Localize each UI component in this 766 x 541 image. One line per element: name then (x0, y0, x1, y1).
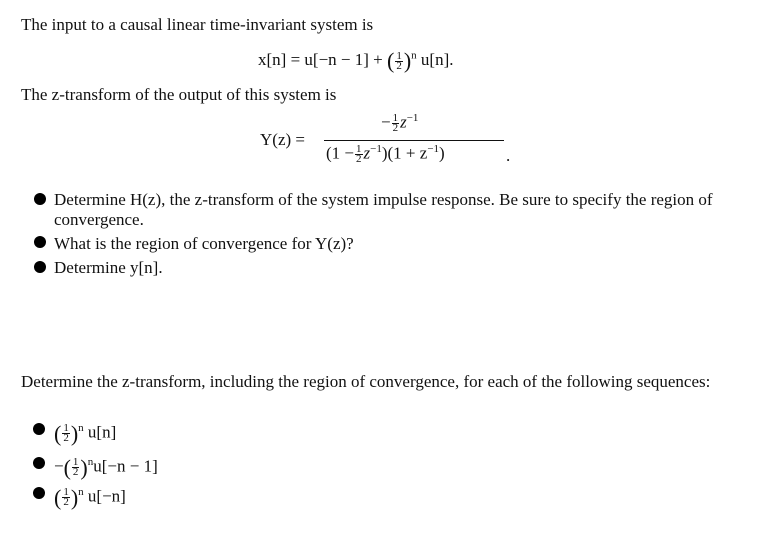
Y-denominator: (1 − $\frac{1}{2}$ $z^{-1})(1 + z^{-1})$ (326, 143, 445, 166)
half-fraction: $\frac{1}{2}$ (396, 49, 402, 72)
Y-numerator: − $\frac{1}{2}$ $z^{-1}$ (381, 112, 419, 135)
sequence-item-1: ( $\frac{1}{2}$ )$^n$ u[n] (54, 420, 117, 446)
problem2-intro: Determine the z-transform, including the region of convergence, for each of the following sequences: (21, 372, 711, 391)
bullet-icon (33, 487, 45, 499)
Y-fraction-bar (324, 140, 504, 141)
Y-end-period: . (506, 146, 511, 165)
problem1-output-line: The z-transform of the output of this system is (21, 85, 337, 104)
bullet-icon (34, 236, 46, 248)
bullet-icon (33, 457, 45, 469)
x-eq-rhs: u[n]. (420, 49, 454, 69)
problem1-intro: The input to a causal linear time-invariant system is (21, 15, 374, 34)
bullet-icon (34, 193, 46, 205)
input-signal-equation: x[n] = u[−n − 1] + ( $\frac{1}{2}$ )$^n$ u[n]. (258, 48, 454, 73)
bullet-text-1: Determine H(z), the z-transform of the system impulse response. Be sure to specify the region of convergence. (54, 190, 713, 229)
sequence-item-3: ( $\frac{1}{2}$ )$^n$ u[−n] (54, 484, 126, 510)
sequence-item-2: −( $\frac{1}{2}$ )$^n$u[−n − 1] (54, 454, 158, 480)
bullet-text-2: What is the region of convergence for Y(z)? (54, 234, 354, 253)
bullet-icon (34, 261, 46, 273)
x-eq-lhs: x[n] = u[−n − 1] + (258, 49, 383, 69)
Y-lhs: Y(z) = (260, 130, 305, 149)
bullet-icon (33, 423, 45, 435)
x-eq-exponent: n (411, 49, 417, 62)
bullet-text-3: Determine y[n]. (54, 258, 163, 277)
